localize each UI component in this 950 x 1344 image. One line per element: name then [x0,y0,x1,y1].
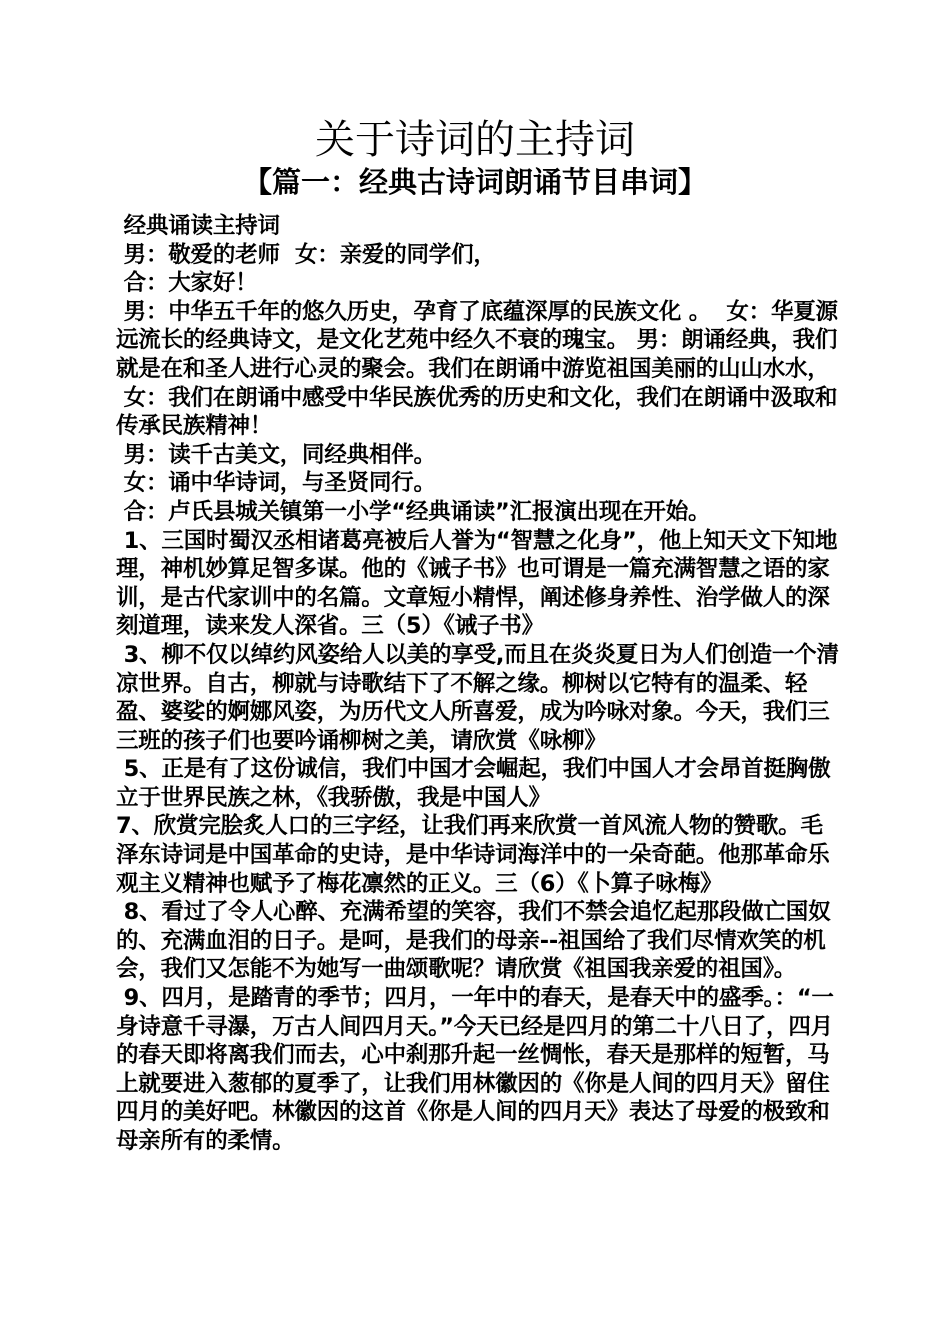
paragraph: 女：诵中华诗词，与圣贤同行。 [116,470,436,497]
paragraph: 3、柳不仅以绰约风姿给人以美的享受,而且在炎炎夏日为人们创造一个清凉世界。自古，柳就与诗歌结下了不解之缘。柳树以它特有的温柔、轻盈、婆娑的婀娜风姿，为历代文人所喜爱，成为吟咏对象。今天，我们三三班的孩子们也要吟诵柳树之美，请欣赏《咏柳》 [116,641,839,754]
document-body [116,212,840,1156]
paragraph: 9、四月，是踏青的季节；四月，一年中的春天，是春天中的盛季。：“一身诗意千寻瀑，万古人间四月天。”今天已经是四月的第二十八日了，四月的春天即将离我们而去，心中刹那升起一丝惆怅，春天是那样的短暂，马上就要进入葱郁的夏季了，让我们用林徽因的《你是人间的四月天》留住四月的美好吧。林徽因的这首《你是人间的四月天》表达了母爱的极致和母亲所有的柔情。 [116,985,834,1154]
paragraph: 8、看过了令人心醉、充满希望的笑容，我们不禁会追忆起那段做亡国奴的、充满血泪的日子。是呵，是我们的母亲--祖国给了我们尽情欢笑的机会，我们又怎能不为她写一曲颂歌呢？请欣赏《祖国我亲爱的祖国》。 [116,899,831,983]
paragraph: 合：大家好！ [116,270,258,297]
paragraph-heading: 经典诵读主持词 [116,213,280,239]
paragraph: 男：敬爱的老师 女：亲爱的同学们， [116,241,496,268]
paragraph: 女：我们在朗诵中感受中华民族优秀的历史和文化，我们在朗诵中汲取和传承民族精神！ [116,384,838,440]
document-subtitle: 【篇一：经典古诗词朗诵节目串词】 [242,165,707,199]
paragraph: 男：中华五千年的悠久历史，孕育了底蕴深厚的民族文化 。 女：华夏源远流长的经典诗文，是文化艺苑中经久不衰的瑰宝。 男：朗诵经典，我们就是在和圣人进行心灵的聚会。我们在朗诵中游览祖国美丽的山山水水， [116,298,838,382]
paragraph: 合：卢氏县城关镇第一小学“经典诵读”汇报演出现在开始。 [116,498,711,525]
document-title: 关于诗词的主持词 [315,117,635,163]
paragraph: 5、正是有了这份诚信，我们中国才会崛起，我们中国人才会昂首挺胸傲立于世界民族之林，《我骄傲，我是中国人》 [116,756,831,811]
paragraph: 男：读千古美文，同经典相伴。 [116,441,436,468]
paragraph: 7、欣赏完脍炙人口的三字经，让我们再来欣赏一首风流人物的赞歌。毛泽东诗词是中国革命的史诗，是中华诗词海洋中的一朵奇葩。他那革命乐观主义精神也赋予了梅花凛然的正义。三（6）《卜算子咏梅》 [116,813,830,897]
paragraph: 1、三国时蜀汉丞相诸葛亮被后人誉为“智慧之化身”，他上知天文下知地理，神机妙算足智多谋。他的《诫子书》也可谓是一篇充满智慧之语的家训，是古代家训中的名篇。文章短小精悍，阐述修身养性、治学做人的深刻道理，读来发人深省。三（5）《诫子书》 [116,527,838,640]
